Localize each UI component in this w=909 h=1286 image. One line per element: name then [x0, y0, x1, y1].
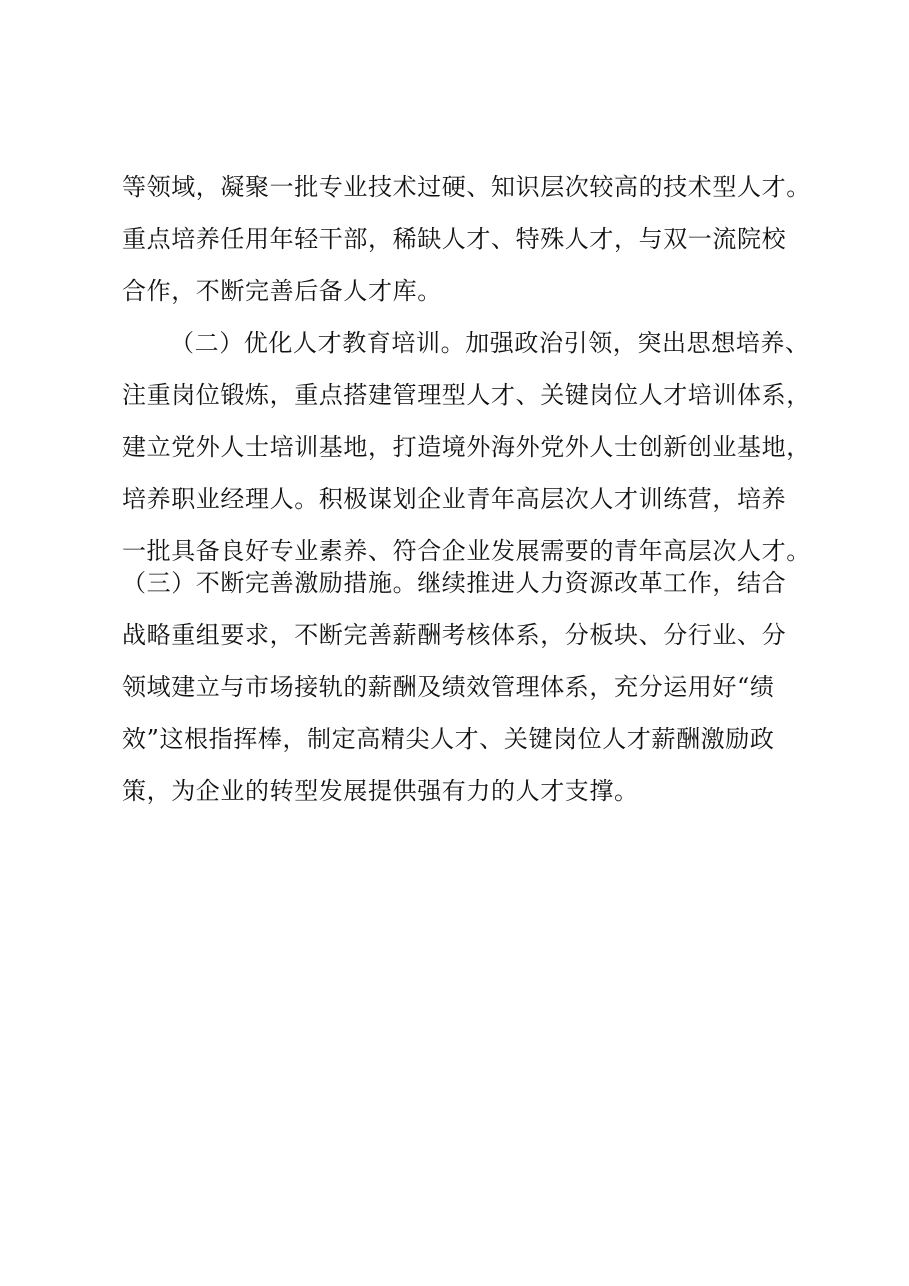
text-line: 注重岗位锻炼，重点搭建管理型人才、关键岗位人才培训体系， — [122, 381, 811, 409]
paragraph-incentives — [122, 557, 822, 817]
text-line: 培养职业经理人。积极谋划企业青年高层次人才训练营，培养 — [122, 485, 787, 513]
paragraph-talent-pool — [122, 161, 822, 317]
text-line: 建立党外人士培训基地，打造境外海外党外人士创新创业基地， — [122, 433, 811, 461]
text-line: 等领域，凝聚一批专业技术过硬、知识层次较高的技术型人才。 — [122, 173, 811, 201]
text-line: 效”这根指挥棒，制定高精尖人才、关键岗位人才薪酬激励政 — [122, 725, 775, 753]
text-line: 领域建立与市场接轨的薪酬及绩效管理体系，充分运用好“绩 — [122, 673, 775, 701]
text-line: 重点培养任用年轻干部，稀缺人才、特殊人才，与双一流院校 — [122, 225, 787, 253]
text-line: 策，为企业的转型发展提供强有力的人才支撑。 — [122, 777, 639, 805]
text-line: 一批具备良好专业素养、符合企业发展需要的青年高层次人才。 — [122, 537, 811, 565]
text-line: 合作，不断完善后备人才库。 — [122, 277, 442, 305]
paragraph-training — [122, 317, 822, 577]
text-line: 战略重组要求，不断完善薪酬考核体系，分板块、分行业、分 — [122, 621, 787, 649]
text-line: （二）优化人才教育培训。加强政治引领，突出思想培养、 — [170, 329, 810, 357]
text-line: （三）不断完善激励措施。继续推进人力资源改革工作，结合 — [122, 569, 787, 597]
